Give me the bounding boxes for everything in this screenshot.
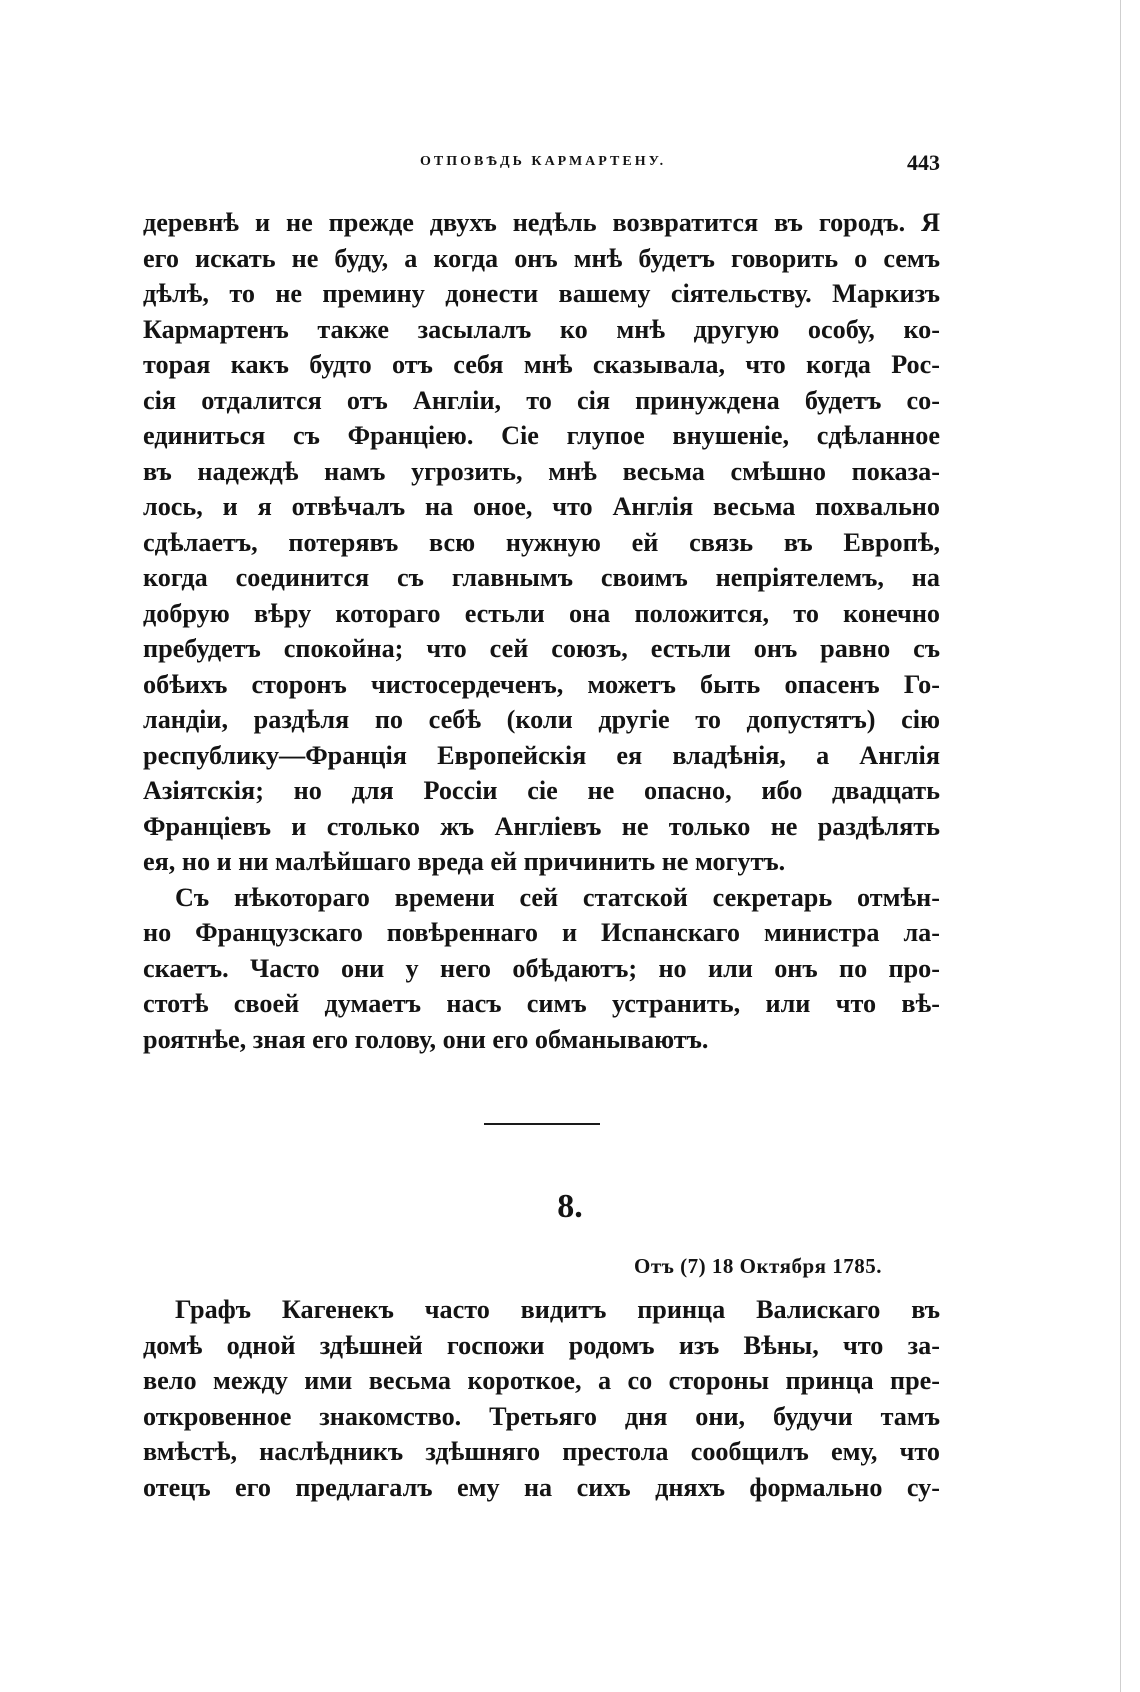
running-head xyxy=(140,150,940,180)
text-line: его искать не буду, а когда онъ мнѣ будетъ говорить о семъ xyxy=(143,243,940,273)
text-line: въ надеждѣ намъ угрозить, мнѣ весьма смѣшно показа- xyxy=(143,456,940,486)
letter-body-text xyxy=(143,205,940,1057)
text-line: Съ нѣкотораго времени сей статской секретарь отмѣн- xyxy=(175,882,940,912)
text-line: когда соединится съ главнымъ своимъ непрiятелемъ, на xyxy=(143,563,940,592)
text-line: Графъ Кагенекъ часто видитъ принца Валискаго въ xyxy=(175,1295,940,1324)
section-divider xyxy=(484,1123,600,1125)
text-line: ландiи, раздѣля по себѣ (коли другiе то допустятъ) сiю xyxy=(143,705,940,734)
text-line: республику—Францiя Европейскiя ея владѣнiя, а Англiя xyxy=(143,740,940,770)
text-line: сдѣлаетъ, потерявъ всю нужную ей связь въ Европѣ, xyxy=(143,527,940,557)
section-number: 8. xyxy=(557,1188,583,1225)
text-line: дѣлѣ, то не преминy донести вашему сiятельству. Маркизъ xyxy=(143,279,940,308)
running-title: ОТПОВѢДЬ КАРМАРТЕНУ. xyxy=(420,154,667,169)
text-line: единиться съ Францiею. Сiе глупое внушенiе, сдѣланное xyxy=(143,421,940,450)
text-line: Францiевъ и столько жъ Англiевъ не только не раздѣлять xyxy=(143,811,940,841)
text-line: торая какъ будто отъ себя мнѣ сказывала, что когда Рос- xyxy=(143,350,940,379)
letter-dateline: Отъ (7) 18 Октября 1785. xyxy=(633,1254,882,1278)
text-line: лось, и я отвѣчалъ на оное, что Англiя весьма похвально xyxy=(143,492,940,521)
text-line: роятнѣе, зная его голову, они его обманываютъ. xyxy=(143,1024,709,1054)
text-line: но Французскаго повѣреннаго и Испанскаго министра ла- xyxy=(143,918,940,947)
page-edge-line xyxy=(1120,0,1121,1692)
text-line: скаетъ. Часто они у него обѣдаютъ; но или онъ по про- xyxy=(143,953,940,983)
text-line: деревнѣ и не прежде двухъ недѣль возвратится въ городъ. Я xyxy=(143,208,940,237)
text-line: добрую вѣру котораго естьли она положится, то конечно xyxy=(143,598,940,628)
text-line: стотѣ своей думаетъ насъ симъ устранить, или что вѣ- xyxy=(143,989,940,1018)
text-line: пребудетъ спокойна; что сей союзъ, естьли онъ равно съ xyxy=(143,634,940,663)
text-line: домѣ одной здѣшней госпожи родомъ изъ Вѣны, что за- xyxy=(143,1330,940,1360)
page-number: 443 xyxy=(907,150,940,175)
text-line: вело между ими весьма короткое, а со стороны принца пре- xyxy=(143,1366,940,1395)
section-body-text xyxy=(143,1292,940,1505)
text-line: Кармартенъ также засылалъ ко мнѣ другую особу, ко- xyxy=(143,314,940,344)
text-line: сiя отдалится отъ Англiи, то сiя принуждена будетъ со- xyxy=(143,385,940,415)
text-line: Азiятскiя; но для Россiи сiе не опасно, ибо двадцать xyxy=(143,776,940,805)
text-line: вмѣстѣ, наслѣдникъ здѣшняго престола сообщилъ ему, что xyxy=(143,1437,940,1466)
text-line: откровенное знакомство. Третьяго дня они, будучи тамъ xyxy=(143,1401,940,1431)
text-line: отецъ его предлагалъ ему на сихъ дняхъ формально су- xyxy=(143,1472,940,1502)
text-line: ея, но и ни малѣйшаго вреда ей причинить не могутъ. xyxy=(143,847,786,876)
text-line: обѣихъ сторонъ чистосердеченъ, можетъ быть опасенъ Го- xyxy=(143,669,940,699)
